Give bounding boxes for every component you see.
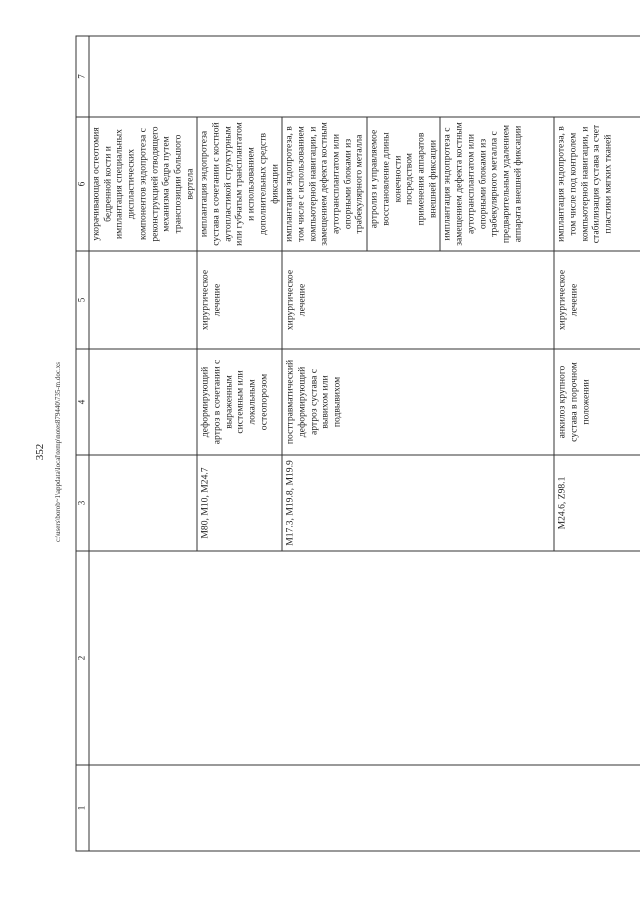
cell-icd-codes: M17.3, M19.8, M19.9: [282, 455, 554, 551]
treatment-text: имплантация эндопротеза, в том числе под контролем компьютерной навигации, и стабилизация сустава за счет пластики мягких тканей: [555, 124, 614, 243]
treatment-text: имплантация эндопротеза сустава в сочетании с костной аутопластикой структурным или губчатым трансплантатом и использованием дополнительных средств фиксации: [198, 121, 280, 246]
column-header: 2: [76, 551, 89, 765]
cell-col2: [89, 551, 640, 765]
column-header: 3: [76, 455, 89, 551]
column-header: 7: [76, 36, 89, 117]
cell-diagnosis: анкилоз крупного сустава в порочном положении: [554, 349, 640, 455]
rotated-table-inner: [75, 36, 627, 851]
column-header: 1: [76, 765, 89, 851]
rotated-table-container: [75, 36, 627, 851]
treatment-text: имплантация эндопротеза с замещением дефекта костным аутотрансплантатом или опорными блоками из трабекулярного металла с предварительным удалением аппарата внешней фиксации: [439, 117, 524, 250]
page-number-text: 352: [34, 443, 46, 461]
cell-col1: [89, 765, 640, 851]
cell-treatment-type: хирургическое лечение: [554, 251, 640, 349]
cell-treatment-type: хирургическое лечение: [282, 251, 554, 349]
cell-icd-codes: M80, M10, M24.7: [197, 455, 282, 551]
treatment-text: укорачивающая остеотомия бедренной кости и имплантация специальных диспластических компонентов эндопротеза с реконструкцией отводящего механизма бедра путем транспозиции большого вертела: [90, 125, 195, 242]
treatment-text: имплантация эндопротеза, в том числе с использованием компьютерной навигации, и замещением дефекта костным аутотрансплантатом или опорными блоками из трабекулярного металла: [283, 121, 365, 246]
column-header: 4: [76, 349, 89, 455]
cell-col4: [89, 349, 197, 455]
cell-treatment: [554, 117, 640, 251]
cell-diagnosis: деформирующий артроз в сочетании с выраженным системным или локальным остеопорозом: [197, 349, 282, 455]
table-row: [89, 36, 197, 851]
cell-col3: [89, 455, 197, 551]
cell-treatment-type: хирургическое лечение: [197, 251, 282, 349]
cell-treatment: [89, 117, 197, 251]
header-row: [76, 36, 89, 851]
cell-treatment: [197, 117, 282, 251]
column-header: 5: [76, 251, 89, 349]
procedures-table: [75, 35, 640, 851]
treatment-text: артролиз и управляемое восстановление длины конечности посредством применения аппаратов внешней фиксации: [366, 117, 439, 250]
cell-treatment: [282, 117, 554, 251]
column-header: 6: [76, 117, 89, 251]
cell-col7: [89, 36, 640, 117]
cell-col5: [89, 251, 197, 349]
footer-path-text: c:\users\borob~1\appdata\local\temp\notes879440\735-m.doc.xs: [54, 362, 62, 542]
cell-diagnosis: посттравматический деформирующий артроз сустава с вывихом или подвывихом: [282, 349, 554, 455]
cell-icd-codes: M24.6, Z98.1: [554, 455, 640, 551]
